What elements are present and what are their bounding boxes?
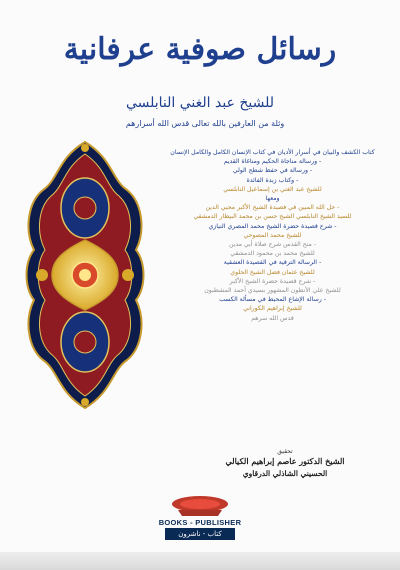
author-subtitle: وثلة من العارفين بالله تعالى قدس الله أسرارهم [125,119,285,128]
publisher-name-ar: كتاب - ناشرون [165,528,235,540]
contents-item: - ورسالة في حفظ شطح الولي [232,167,313,175]
contents-item: للشيخ عبد الغني بن إسماعيل النابلسي [223,185,322,193]
contents-item: - حل الله المبين في فصيدة الشيخ الأكبر محيي الدين [205,204,340,212]
contents-item: - شرح قصيدة حضرة الشيخ محمد المصري النيازي [208,222,337,230]
contents-item: للشيخ علي الأنطون المشهور بسيدي أحمد المشطبون [204,287,341,295]
contents-item: قدس الله سرهم [251,314,294,322]
contents-item: للشيخ عثمان فضل الشيخ الحلوي [230,268,315,276]
contents-item: - شرح قصيدة حضرة الشيخ الأكبر [229,277,316,285]
contents-item: للشيخ محمد المصوحي [243,231,302,239]
contents-item: - منح القدس شرح صلاة أبي مدين [228,241,317,249]
contents-item: - ورسالة مناجاة الحكيم ومناغاة القديم [223,158,322,166]
editor-label: تحقيق [277,448,293,455]
author-line: للشيخ عبد الغني النابلسي [125,95,275,111]
bottom-band [0,552,400,570]
editor-title: الحسيني الشاذلي الدرقاوي [242,469,328,478]
contents-item: للسيد الشيخ النابلسي الشيخ حسن بن محمد البيطار الدمشقي [193,213,352,221]
arabesque-ornament [18,140,153,410]
book-title: رسائل صوفية عرفانية [63,32,337,67]
contents-item: - رسالة الإشاع المحيط في مسألة الكسب [219,296,326,304]
contents-item: كتاب الكشف والبيان في أسرار الأديان في كتاب الإنسان الكامل والكامل الإنسان [170,149,375,156]
editor-name: الشيخ الدكتور عاصم إبراهيم الكيالي [225,456,345,466]
publisher-name-en: BOOKS - PUBLISHER [158,518,242,527]
contents-item: للشيخ إبراهيم الكوراني [243,305,302,313]
contents-item: ومعها [265,195,280,203]
contents-item: للشيخ محمد بن محمود الدمشقي [230,250,315,258]
contents-item: - وكتاب زبدة الفائدة [246,176,299,184]
contents-list [165,148,380,323]
contents-item: - الرسالة الترقية في القصيدة العشقية [223,259,322,267]
